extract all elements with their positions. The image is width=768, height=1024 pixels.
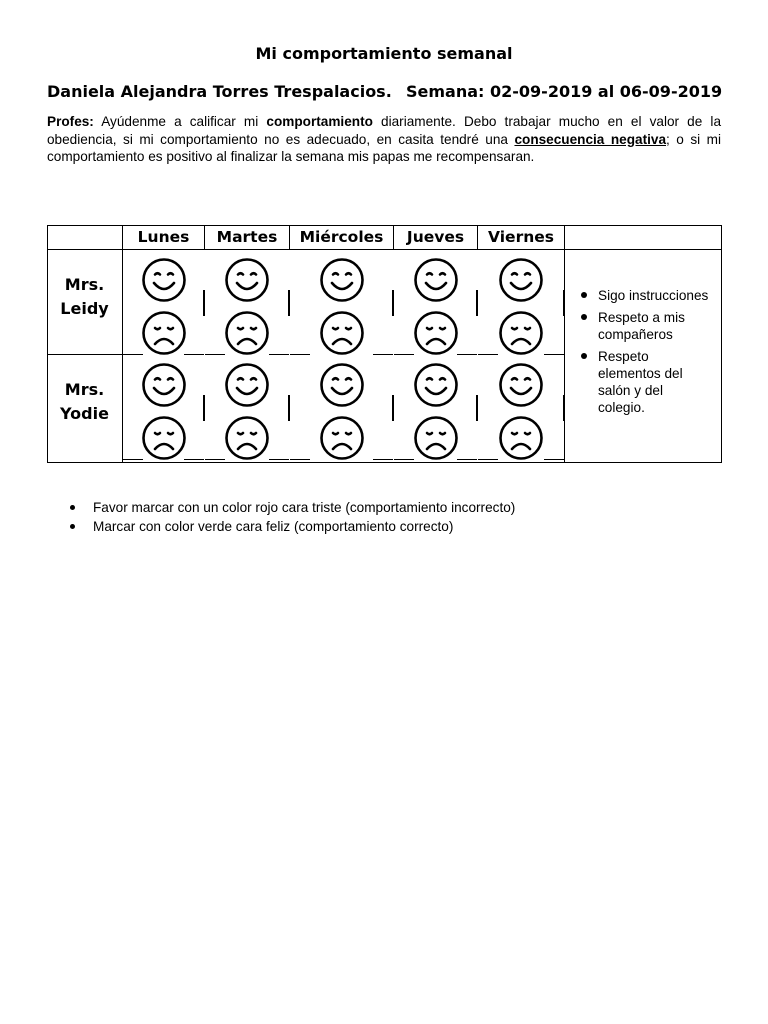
happy-face-icon[interactable] <box>318 361 366 409</box>
cell-tick <box>122 290 123 316</box>
rules-list <box>579 287 713 416</box>
cell-tick <box>393 290 394 316</box>
day-header-martes: Martes <box>216 228 278 246</box>
instruction-notes <box>68 498 708 536</box>
sad-face-icon[interactable] <box>318 309 366 357</box>
teacher-name: Yodie <box>60 404 109 423</box>
intro-lead: Profes: <box>47 114 94 129</box>
cell-segment <box>544 459 564 460</box>
cell-segment <box>184 459 204 460</box>
cell-tick <box>563 290 564 316</box>
cell-tick <box>477 290 478 316</box>
cell-segment <box>457 354 477 355</box>
happy-face-icon[interactable] <box>497 361 545 409</box>
student-line <box>47 82 727 101</box>
cell-segment <box>205 459 225 460</box>
cell-segment <box>457 459 477 460</box>
cell-tick <box>289 395 290 421</box>
student-name: Daniela Alejandra Torres Trespalacios. <box>47 82 392 101</box>
cell-segment <box>184 354 204 355</box>
intro-underlined: consecuencia negativa <box>514 131 667 147</box>
sad-face-icon[interactable] <box>140 309 188 357</box>
note-item: Marcar con color verde cara feliz (comportamiento correcto) <box>68 517 708 536</box>
day-header-miercoles: Miércoles <box>299 228 384 246</box>
cell-segment <box>290 354 310 355</box>
intro-paragraph <box>47 113 721 166</box>
behavior-chart <box>47 225 722 463</box>
happy-face-icon[interactable] <box>140 256 188 304</box>
behavior-rules <box>565 250 721 462</box>
rule-item: Sigo instrucciones <box>579 287 713 304</box>
cell-tick <box>393 395 394 421</box>
cell-segment <box>478 459 498 460</box>
week-range: Semana: 02-09-2019 al 06-09-2019 <box>406 82 723 101</box>
teacher-title: Mrs. <box>64 380 105 399</box>
day-header-lunes: Lunes <box>137 228 190 246</box>
day-header-viernes: Viernes <box>488 228 554 246</box>
day-header-jueves: Jueves <box>406 228 465 246</box>
teacher-label-yodie <box>47 378 122 426</box>
cell-tick <box>289 290 290 316</box>
cell-segment <box>290 459 310 460</box>
cell-segment <box>373 354 393 355</box>
happy-face-icon[interactable] <box>140 361 188 409</box>
happy-face-icon[interactable] <box>497 256 545 304</box>
happy-face-icon[interactable] <box>318 256 366 304</box>
intro-bold-word: comportamiento <box>266 114 373 129</box>
cell-segment <box>205 354 225 355</box>
sad-face-icon[interactable] <box>412 309 460 357</box>
cell-tick <box>477 395 478 421</box>
cell-tick <box>204 395 205 421</box>
cell-segment <box>269 459 289 460</box>
document-title: Mi comportamiento semanal <box>255 44 513 63</box>
teacher-label-leidy <box>47 273 122 321</box>
cell-segment <box>269 354 289 355</box>
cell-segment <box>478 354 498 355</box>
cell-segment <box>123 459 143 460</box>
cell-tick <box>204 290 205 316</box>
intro-part1: Ayúdenme a calificar mi <box>93 114 267 129</box>
teacher-name: Leidy <box>60 299 109 318</box>
sad-face-icon[interactable] <box>223 414 271 462</box>
cell-tick <box>563 395 564 421</box>
sad-face-icon[interactable] <box>497 309 545 357</box>
sad-face-icon[interactable] <box>318 414 366 462</box>
rule-item: Respeto a mis compañeros <box>579 309 713 343</box>
teacher-title: Mrs. <box>64 275 105 294</box>
sad-face-icon[interactable] <box>412 414 460 462</box>
happy-face-icon[interactable] <box>223 256 271 304</box>
sad-face-icon[interactable] <box>140 414 188 462</box>
note-item: Favor marcar con un color rojo cara triste (comportamiento incorrecto) <box>68 498 708 517</box>
cell-segment <box>123 354 143 355</box>
cell-segment <box>544 354 564 355</box>
sad-face-icon[interactable] <box>497 414 545 462</box>
cell-segment <box>394 354 414 355</box>
happy-face-icon[interactable] <box>412 256 460 304</box>
teacher-column-divider <box>122 225 123 463</box>
intro-part3: ; o si mi comportamiento es positivo al finalizar la semana mis papas me recompensaran. <box>47 131 721 164</box>
happy-face-icon[interactable] <box>223 361 271 409</box>
sad-face-icon[interactable] <box>223 309 271 357</box>
rule-item: Respeto elementos del salón y del colegio. <box>579 348 713 416</box>
row-divider <box>47 354 122 355</box>
happy-face-icon[interactable] <box>412 361 460 409</box>
cell-segment <box>373 459 393 460</box>
cell-tick <box>122 395 123 421</box>
cell-segment <box>394 459 414 460</box>
intro-part2: diariamente. Debo trabajar mucho en el valor de la obediencia, si mi comportamiento no es adecuado, en casita tendré una <box>47 114 722 147</box>
